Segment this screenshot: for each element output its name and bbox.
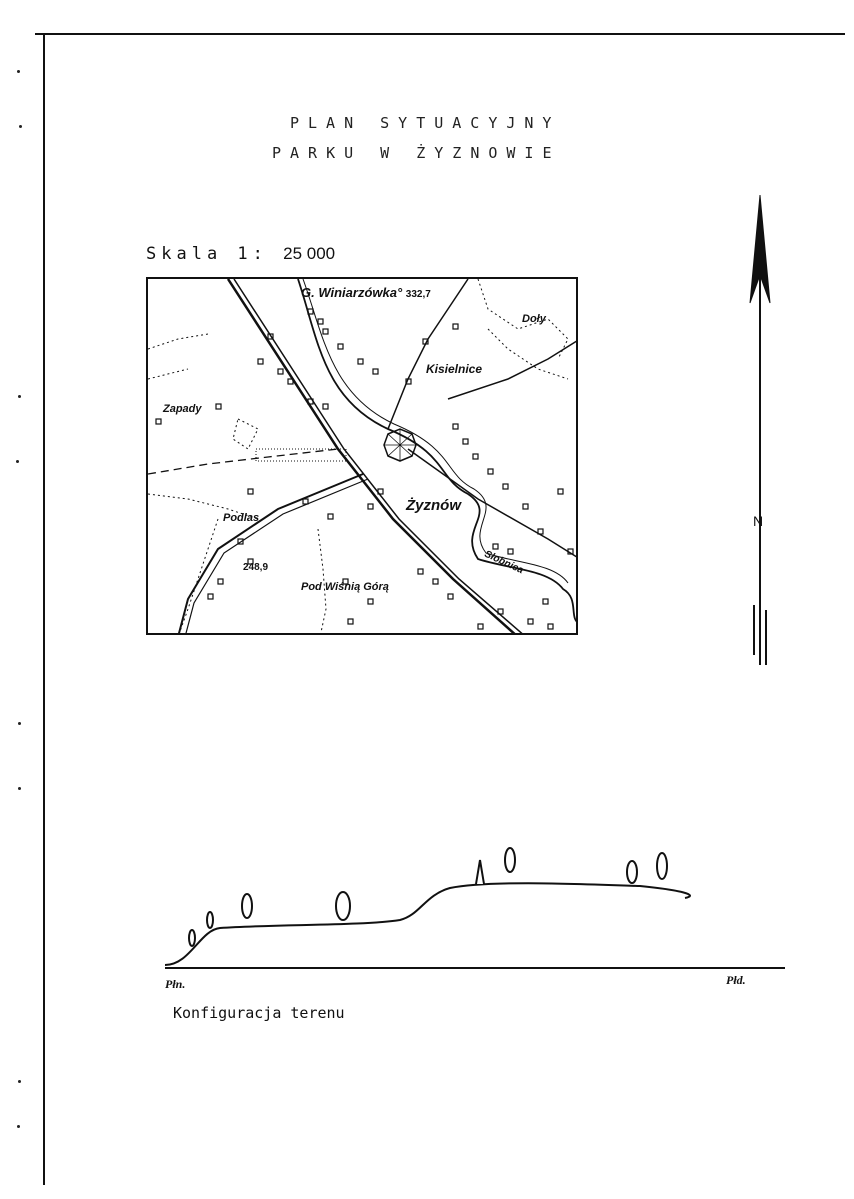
situation-map (146, 277, 578, 635)
profile-south-label: Płd. (726, 973, 746, 987)
page-subtitle: PARKU W ŻYZNOWIE (272, 144, 561, 162)
map-label-slobnica: Słobnica (482, 548, 526, 577)
page-title: PLAN SYTUACYJNY (290, 114, 561, 132)
scale-prefix: Skala 1: (146, 244, 268, 264)
map-label-pod-wisnia-gora: Pod Wiśnią Górą (301, 581, 389, 593)
map-label-elevation: 248,9 (243, 562, 269, 573)
terrain-profile (160, 840, 800, 1000)
punch-mark (18, 395, 21, 398)
punch-mark (17, 1125, 20, 1128)
punch-mark (17, 70, 20, 73)
map-label-zapady: Zapady (163, 403, 202, 415)
terrain-profile-drawing (160, 840, 800, 975)
profile-north-label: Płn. (165, 977, 186, 991)
punch-mark (19, 125, 22, 128)
punch-mark (18, 722, 21, 725)
page-top-rule (35, 33, 845, 35)
page-left-rule (43, 35, 45, 1185)
scale-value: 25 000 (283, 244, 336, 263)
north-arrow (740, 195, 780, 675)
profile-caption: Konfiguracja terenu (173, 1004, 345, 1022)
map-label-podlas: Podlas (223, 512, 260, 524)
punch-mark (16, 460, 19, 463)
punch-mark (18, 787, 21, 790)
north-label: N (753, 513, 764, 529)
punch-mark (18, 1080, 21, 1083)
map-label-kisielnice: Kisielnice (426, 362, 483, 376)
north-arrow-icon (740, 195, 780, 675)
scale-label (146, 244, 335, 264)
map-label-winiarzowka: G. Winiarzówka° 332,7 (301, 285, 431, 300)
map-label-doly: Doły (522, 313, 546, 325)
map-label-zyznow: Żyznów (406, 497, 461, 514)
